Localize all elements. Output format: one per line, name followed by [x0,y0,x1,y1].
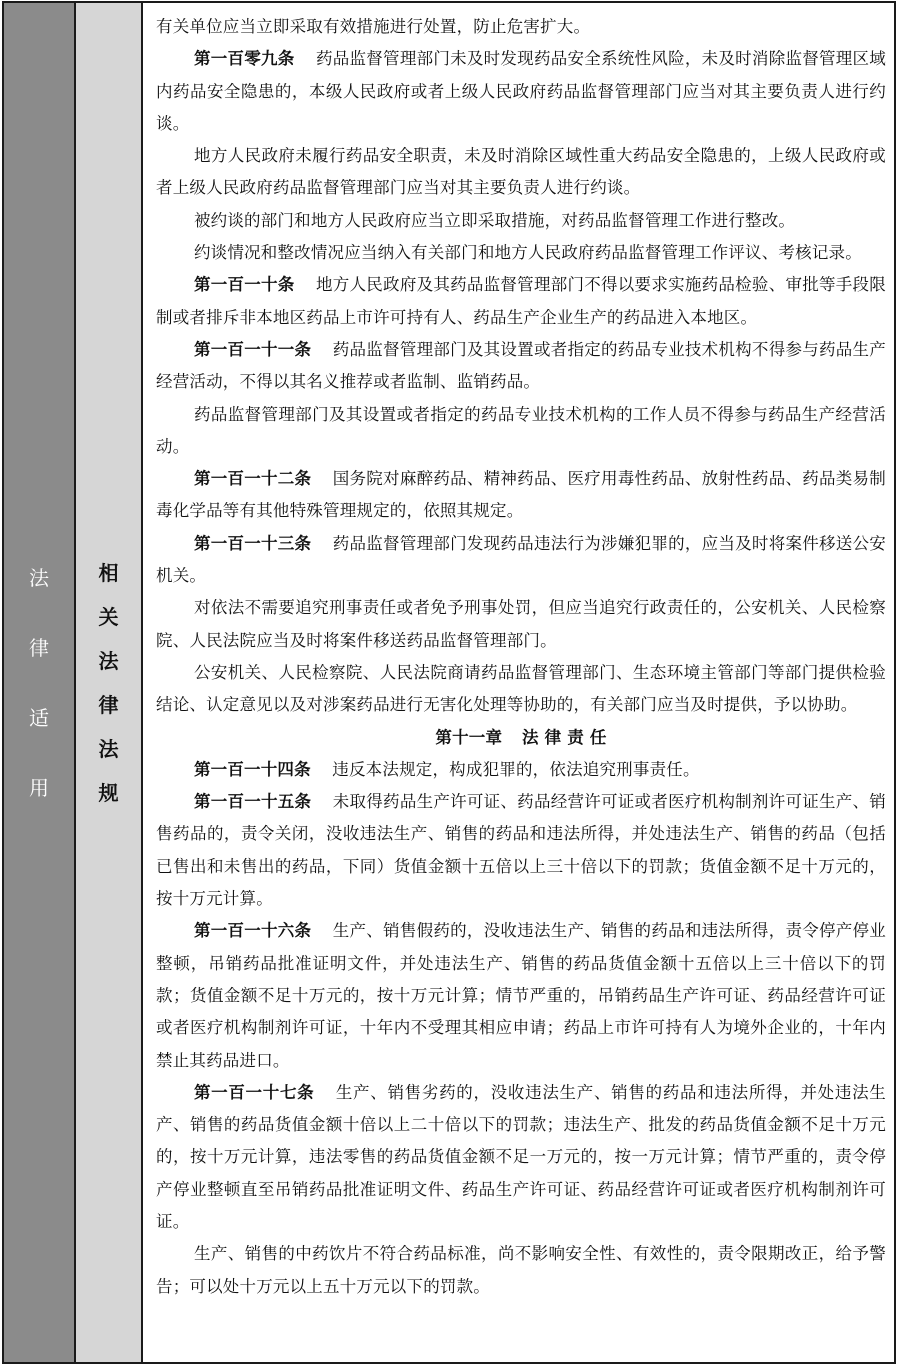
chapter-heading [156,722,886,754]
article-number: 第一百一十二条 [193,469,312,489]
article-paragraph: 第一百一十五条 未取得药品生产许可证、药品经营许可证或者医疗机构制剂许可证生产、销售药品的，责令关闭，没收违法生产、销售的药品和违法所得，并处违法生产、销售的药品（包括已售出和未售出的药品，下同）货值金额十五倍以上三十倍以下的罚款；货值金额不足十万元的，按十万元计算。 [156,792,886,909]
subcategory-char: 规 [98,780,119,805]
article-paragraph: 第一百一十三条 药品监督管理部门发现药品违法行为涉嫌犯罪的，应当及时将案件移送公安机关。 [156,533,886,586]
article-paragraph: 第一百一十一条 药品监督管理部门及其设置或者指定的药品专业技术机构不得参与药品生产经营活动，不得以其名义推荐或者监制、监销药品。 [156,339,886,392]
article-number: 第一百一十六条 [193,921,312,941]
article-paragraph: 第一百零九条 药品监督管理部门未及时发现药品安全系统性风险，未及时消除监督管理区域内药品安全隐患的，本级人民政府或者上级人民政府药品监督管理部门应当对其主要负责人进行约谈。 [156,49,886,133]
paragraph: 被约谈的部门和地方人民政府应当立即采取措施，对药品监督管理工作进行整改。 [193,210,796,230]
article-paragraph: 第一百一十六条 生产、销售假药的，没收违法生产、销售的药品和违法所得，责令停产停业整顿，吊销药品批准证明文件，并处违法生产、销售的药品货值金额十五倍以上三十倍以下的罚款；货值金额不足十万元的，按十万元计算；情节严重的，吊销药品生产许可证、药品经营许可证或者医疗机构制剂许可证，十年内不受理其相应申请；药品上市许可持有人为境外企业的，十年内禁止其药品进口。 [156,921,886,1070]
category-column [4,3,76,1362]
category-char: 法 [29,565,49,590]
article-number: 第一百一十五条 [193,792,312,812]
subcategory-char: 法 [98,648,119,673]
category-char: 适 [29,705,49,730]
paragraph: 有关单位应当立即采取有效措施进行处置，防止危害扩大。 [156,17,591,36]
subcategory-column [76,3,143,1362]
category-char: 用 [29,775,49,800]
law-table [2,1,896,1364]
article-paragraph: 第一百一十二条 国务院对麻醉药品、精神药品、医疗用毒性药品、放射性药品、药品类易制毒化学品等有其他特殊管理规定的，依照其规定。 [156,469,886,521]
paragraph: 公安机关、人民检察院、人民法院商请药品监督管理部门、生态环境主管部门等部门提供检验结论、认定意见以及对涉案药品进行无害化处理等协助的，有关部门应当及时提供，予以协助。 [156,662,886,715]
article-number: 第一百一十七条 [193,1082,315,1102]
article-number: 第一百一十条 [193,275,295,295]
category-char: 律 [29,635,49,660]
subcategory-char: 关 [98,604,119,629]
paragraph: 生产、销售的中药饮片不符合药品标准，尚不影响安全性、有效性的，责令限期改正，给予警告；可以处十万元以上五十万元以下的罚款。 [156,1244,886,1296]
paragraph: 地方人民政府未履行药品安全职责，未及时消除区域性重大药品安全隐患的，上级人民政府或者上级人民政府药品监督管理部门应当对其主要负责人进行约谈。 [156,146,886,198]
chapter-title: 法 律 责 任 [521,727,607,747]
article-paragraph: 第一百一十四条 违反本法规定，构成犯罪的，依法追究刑事责任。 [193,759,700,779]
content-column [143,3,894,1362]
article-paragraph: 第一百一十条 地方人民政府及其药品监督管理部门不得以要求实施药品检验、审批等手段限制或者排斥非本地区药品上市许可持有人、药品生产企业生产的药品进入本地区。 [156,275,886,327]
subcategory-char: 法 [98,736,119,761]
article-number: 第一百零九条 [193,49,295,69]
subcategory-char: 律 [98,692,119,717]
paragraph: 约谈情况和整改情况应当纳入有关部门和地方人民政府药品监督管理工作评议、考核记录。 [193,243,862,263]
article-number: 第一百一十四条 [193,759,311,779]
article-paragraph: 第一百一十七条 生产、销售劣药的，没收违法生产、销售的药品和违法所得，并处违法生产、销售的药品货值金额十倍以上二十倍以下的罚款；违法生产、批发的药品货值金额不足十万元的，按十万元计算，违法零售的药品货值金额不足一万元的，按一万元计算；情节严重的，责令停产停业整顿直至吊销药品批准证明文件、药品生产许可证、药品经营许可证或者医疗机构制剂许可证。 [156,1082,886,1231]
article-number: 第一百一十三条 [193,533,312,553]
article-number: 第一百一十一条 [193,339,312,359]
subcategory-char: 相 [98,560,119,585]
paragraph: 药品监督管理部门及其设置或者指定的药品专业技术机构的工作人员不得参与药品生产经营活动。 [156,404,886,456]
chapter-number: 第十一章 [435,727,503,747]
paragraph: 对依法不需要追究刑事责任或者免予刑事处罚，但应当追究行政责任的，公安机关、人民检察院、人民法院应当及时将案件移送药品监督管理部门。 [156,598,886,650]
